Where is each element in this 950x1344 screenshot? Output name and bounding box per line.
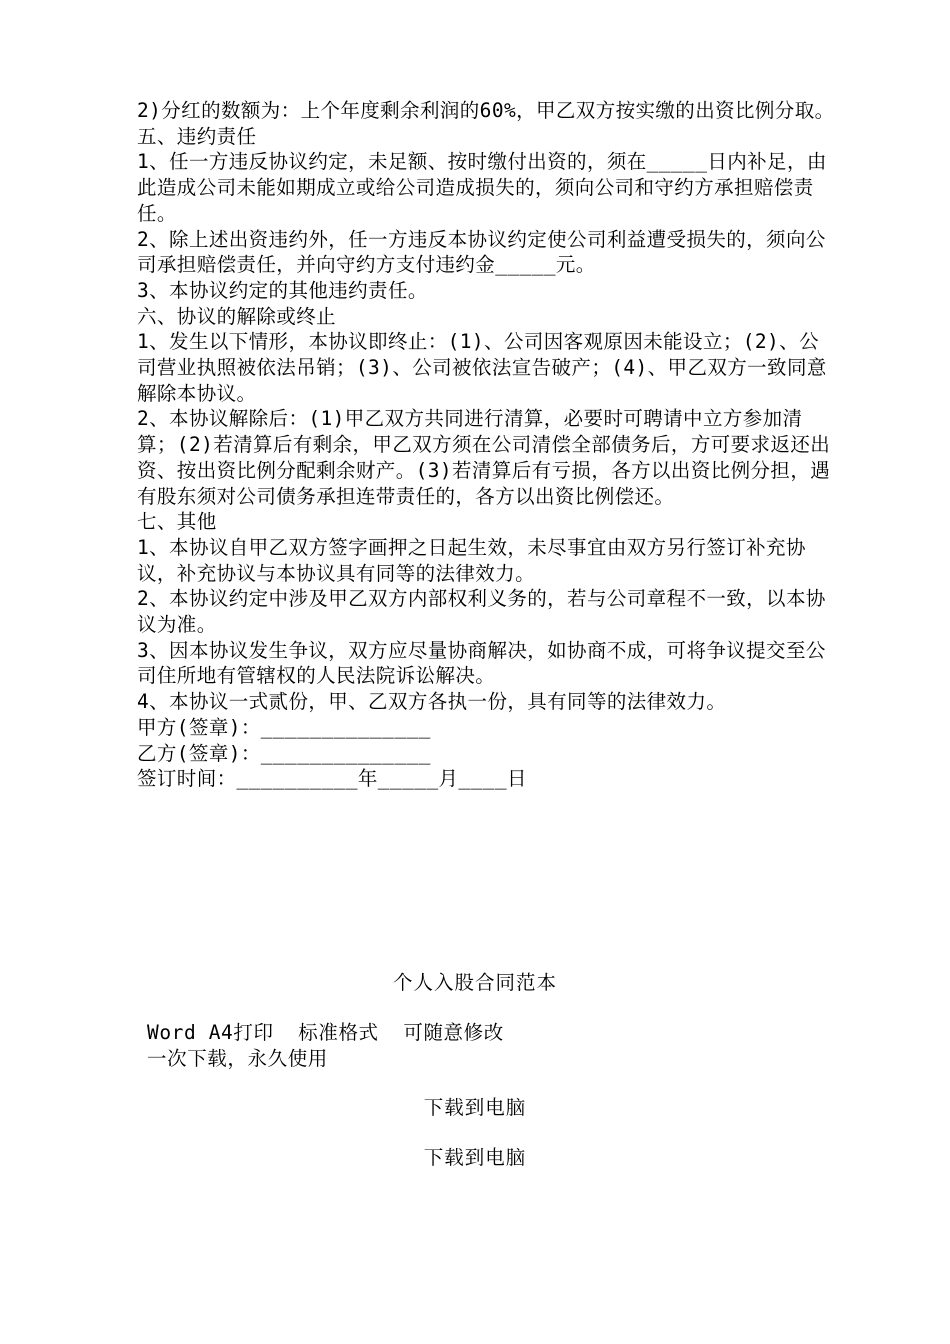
download-link-1[interactable]: 下载到电脑 xyxy=(423,1096,527,1119)
template-note xyxy=(147,1020,504,1072)
paragraph-other-3: 3、因本协议发生争议，双方应尽量协商解决，如协商不成，可将争议提交至公司住所地有管辖权的人民法院诉讼解决。 xyxy=(137,638,826,688)
paragraph-dividend-amount: 2)分红的数额为：上个年度剩余利润的60%，甲乙双方按实缴的出资比例分取。 xyxy=(137,99,835,122)
paragraph-other-1: 1、本协议自甲乙双方签字画押之日起生效，未尽事宜由双方另行签订补充协议，补充协议与本协议具有同等的法律效力。 xyxy=(137,535,806,585)
paragraph-breach-3: 3、本协议约定的其他违约责任。 xyxy=(137,278,428,302)
section-heading-breach: 五、违约责任 xyxy=(137,124,257,148)
paragraph-breach-1: 1、任一方违反协议约定，未足额、按时缴付出资的，须在_____日内补足，由此造成公司未能如期成立或给公司造成损失的，须向公司和守约方承担赔偿责任。 xyxy=(137,150,827,225)
paragraph-other-2: 2、本协议约定中涉及甲乙双方内部权利义务的，若与公司章程不一致，以本协议为准。 xyxy=(137,587,826,637)
section-heading-termination: 六、协议的解除或终止 xyxy=(137,304,337,328)
template-note-line-1: Word A4打印 标准格式 可随意修改 xyxy=(147,1021,504,1044)
signing-date: 签订时间：__________年_____月____日 xyxy=(137,767,527,791)
download-link-2[interactable]: 下载到电脑 xyxy=(423,1146,527,1169)
signature-party-a: 甲方(签章)：______________ xyxy=(137,715,431,739)
template-note-line-2: 一次下载，永久使用 xyxy=(147,1047,328,1070)
paragraph-termination-1: 1、发生以下情形，本协议即终止：(1)、公司因客观原因未能设立；(2)、公司营业执照被依法吊销；(3)、公司被依法宣告破产；(4)、甲乙双方一致同意解除本协议。 xyxy=(137,330,827,405)
section-heading-other: 七、其他 xyxy=(137,510,217,534)
paragraph-breach-2: 2、除上述出资违约外，任一方违反本协议约定使公司利益遭受损失的，须向公司承担赔偿责任，并向守约方支付违约金_____元。 xyxy=(137,227,826,277)
paragraph-other-4: 4、本协议一式贰份，甲、乙双方各执一份，具有同等的法律效力。 xyxy=(137,690,727,714)
template-title: 个人入股合同范本 xyxy=(392,971,557,994)
contract-body xyxy=(137,98,837,792)
signature-party-b: 乙方(签章)：______________ xyxy=(137,741,431,765)
paragraph-termination-2: 2、本协议解除后：(1)甲乙双方共同进行清算，必要时可聘请中立方参加清算；(2)若清算后有剩余，甲乙双方须在公司清偿全部债务后，方可要求返还出资、按出资比例分配剩余财产。(3)若清算后有亏损，各方以出资比例分担，遇有股东须对公司债务承担连带责任的，各方以出资比例偿还。 xyxy=(137,407,831,508)
